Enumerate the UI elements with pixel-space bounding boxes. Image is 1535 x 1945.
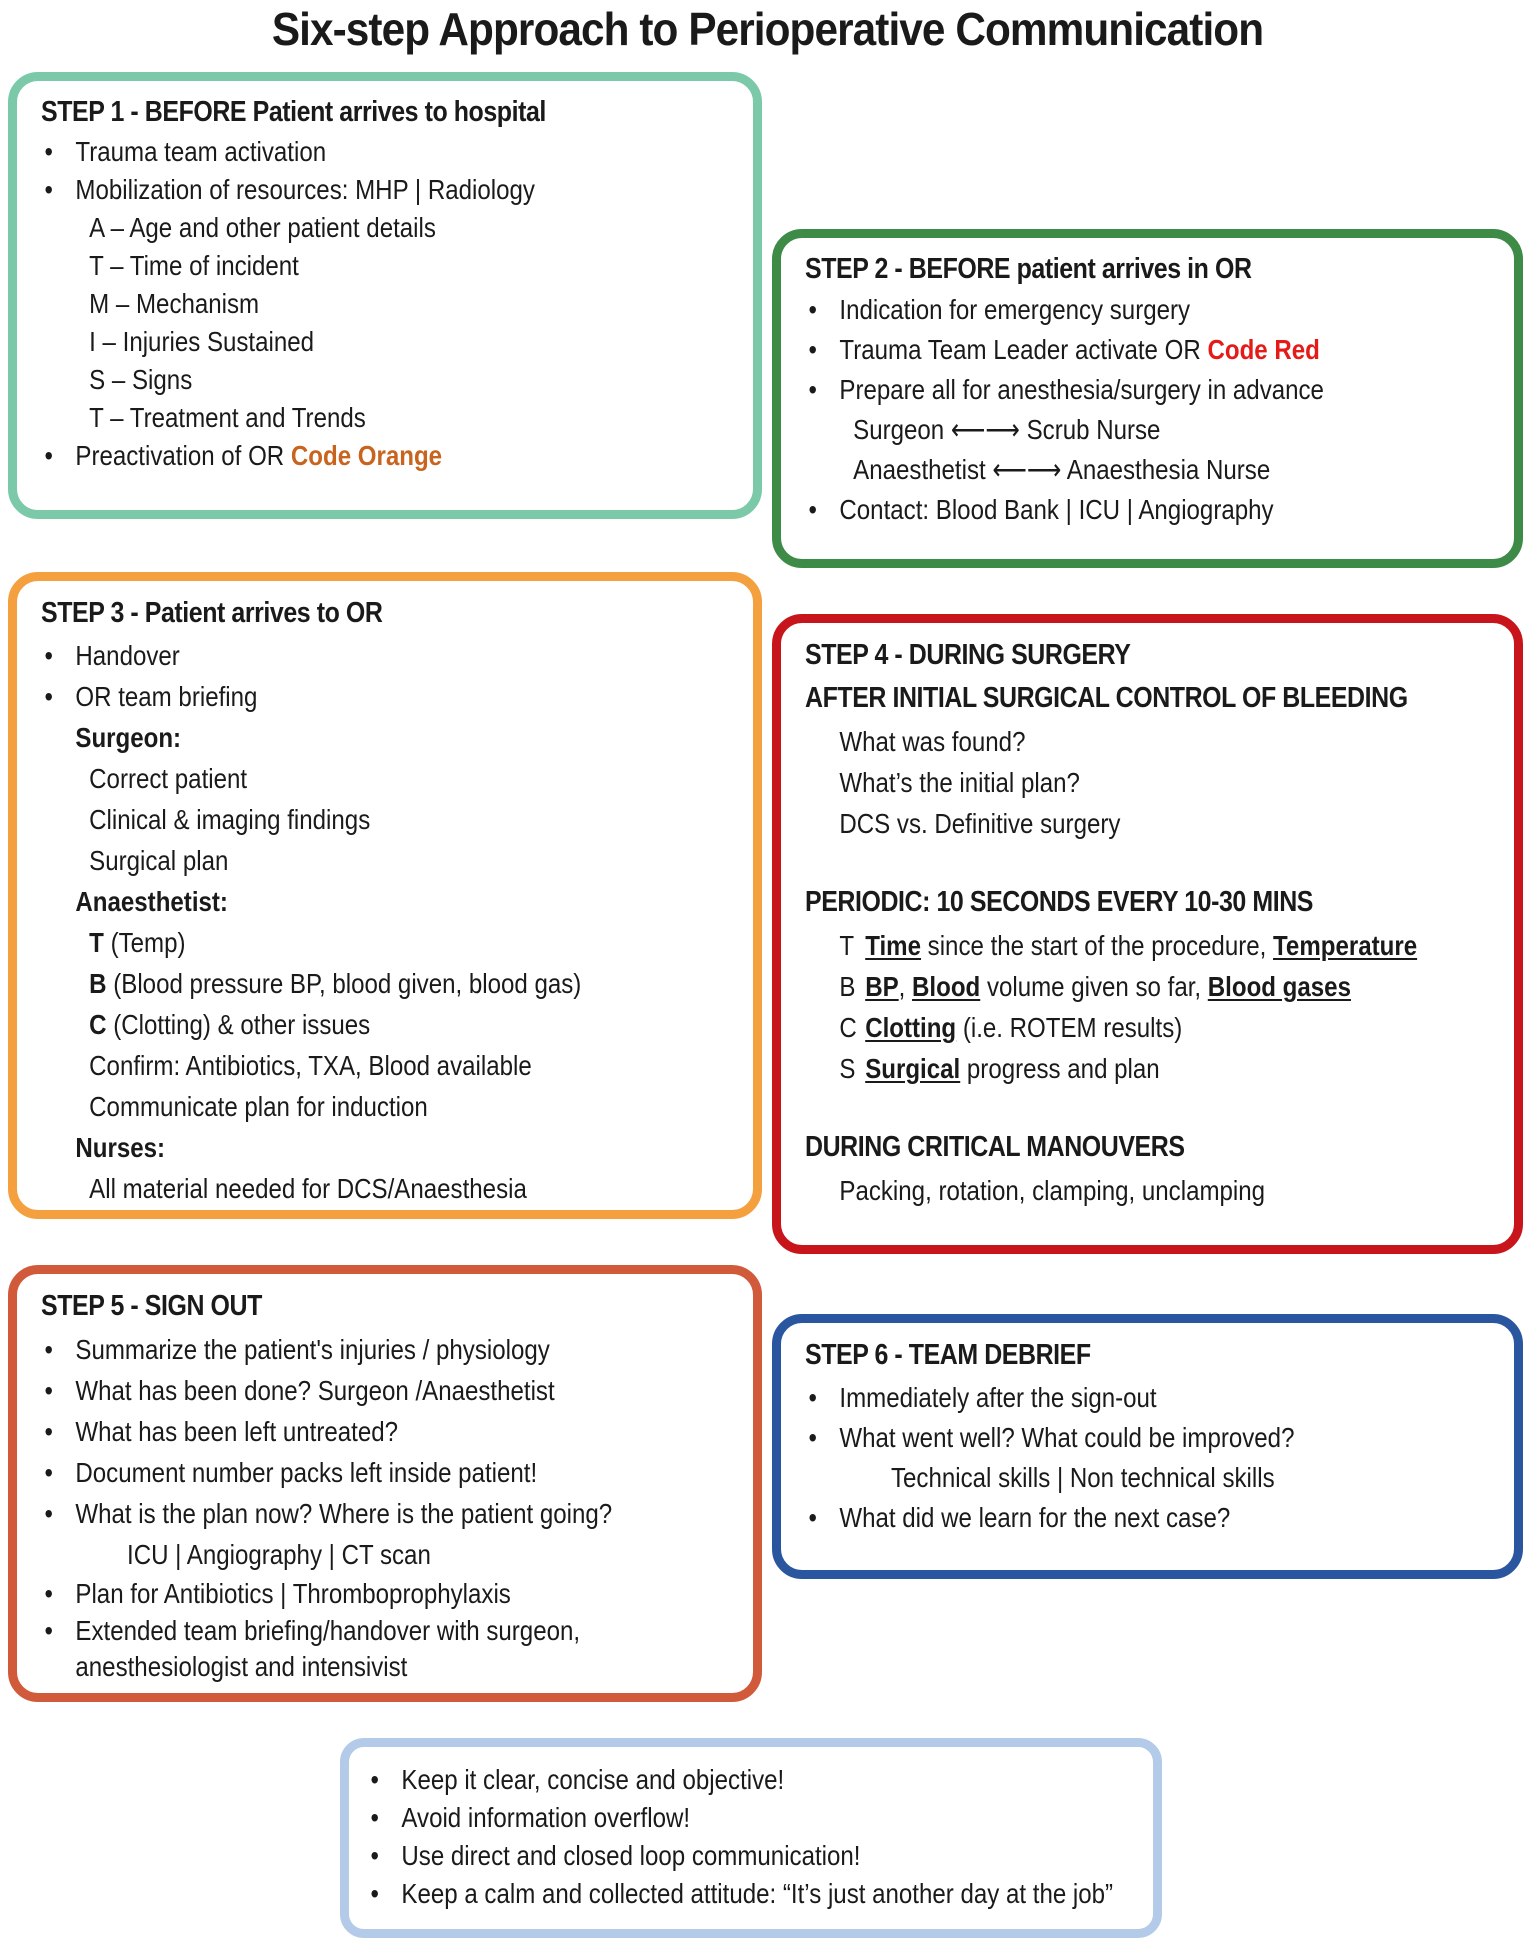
step3-surgeon-label: Surgeon: [75,722,182,753]
step3-anaes-clotting: C (Clotting) & other issues [89,1009,371,1040]
atmist-i: I – Injuries Sustained [89,326,315,357]
step6-heading: STEP 6 - TEAM DEBRIEF [805,1339,1091,1371]
code-red: Code Red [1207,334,1320,365]
tips-box [340,1738,1162,1938]
atmist-t2: T – Treatment and Trends [89,402,366,433]
step4-periodic-t: T Time since the start of the procedure, Temperature [839,930,1418,961]
step3-box [8,572,762,1219]
step2-bullet-2: • Trauma Team Leader activate OR Code Red [805,330,1493,370]
step6-bullet-3: • What did we learn for the next case? [805,1498,1493,1538]
step3-bullet-1: • Handover [41,635,729,676]
step5-bullet-1: • Summarize the patient's injuries / physiology [41,1329,729,1370]
step4-q2: What’s the initial plan? [839,767,1080,798]
step2-bullet-1: • Indication for emergency surgery [805,290,1493,330]
step3-confirm: Confirm: Antibiotics, TXA, Blood available [89,1050,532,1081]
step5-bullet-7: • Extended team briefing/handover with surgeon, anesthesiologist and intensivist [41,1613,729,1685]
step6-bullet-1: • Immediately after the sign-out [805,1378,1493,1418]
step2-box [772,229,1523,568]
step4-heading: STEP 4 - DURING SURGERY [805,639,1131,671]
step3-heading: STEP 3 - Patient arrives to OR [41,597,383,629]
step6-box [772,1314,1523,1579]
tip-3: • Use direct and closed loop communication! [367,1837,1141,1875]
tip-4: • Keep a calm and collected attitude: “It’s just another day at the job” [367,1875,1141,1913]
step5-box [8,1265,762,1702]
step4-periodic-s: S Surgical progress and plan [839,1053,1160,1084]
step5-destinations: ICU | Angiography | CT scan [127,1539,431,1570]
step5-bullet-2: • What has been done? Surgeon /Anaesthetist [41,1370,729,1411]
step3-anaesthetist-label: Anaesthetist: [75,886,228,917]
step4-sub-critical: DURING CRITICAL MANOUVERS [805,1131,1185,1163]
step1-bullet-2: • Mobilization of resources: MHP | Radiology [41,171,729,209]
step1-box [8,72,762,519]
step3-surgeon-item-3: Surgical plan [89,845,229,876]
step4-box [772,614,1523,1254]
step3-nurses-label: Nurses: [75,1132,166,1163]
step4-sub-after-control: AFTER INITIAL SURGICAL CONTROL OF BLEEDING [805,682,1408,714]
step5-bullet-6: • Plan for Antibiotics | Thromboprophylaxis [41,1575,729,1613]
step3-surgeon-item-1: Correct patient [89,763,248,794]
step5-bullet-4: • Document number packs left inside patient! [41,1452,729,1493]
step3-anaes-blood: B (Blood pressure BP, blood given, blood gas) [89,968,582,999]
step3-surgeon-item-2: Clinical & imaging findings [89,804,371,835]
step2-pair-anaesthetist: Anaesthetist ⟵⟶ Anaesthesia Nurse [853,454,1271,485]
tip-2: • Avoid information overflow! [367,1799,1141,1837]
atmist-s: S – Signs [89,364,193,395]
step2-heading: STEP 2 - BEFORE patient arrives in OR [805,253,1252,285]
step5-heading: STEP 5 - SIGN OUT [41,1290,262,1322]
step3-anaes-temp: T (Temp) [89,927,186,958]
code-orange: Code Orange [290,440,443,471]
step3-bullet-2: • OR team briefing [41,676,729,717]
step6-skills: Technical skills | Non technical skills [891,1462,1275,1493]
step5-bullet-5: • What is the plan now? Where is the patient going? [41,1493,729,1534]
step3-nurses-item: All material needed for DCS/Anaesthesia [89,1173,527,1204]
step4-q1: What was found? [839,726,1026,757]
atmist-a: A – Age and other patient details [89,212,436,243]
step4-sub-periodic: PERIODIC: 10 SECONDS EVERY 10-30 MINS [805,886,1313,918]
step5-bullet-3: • What has been left untreated? [41,1411,729,1452]
step4-manouvers: Packing, rotation, clamping, unclamping [839,1175,1266,1206]
step6-bullet-2: • What went well? What could be improved? [805,1418,1493,1458]
step4-periodic-b: B BP, Blood volume given so far, Blood gases [839,971,1351,1002]
tip-1: • Keep it clear, concise and objective! [367,1761,1141,1799]
step2-pair-surgeon: Surgeon ⟵⟶ Scrub Nurse [853,414,1161,445]
step2-bullet-3: • Prepare all for anesthesia/surgery in advance [805,370,1493,410]
step4-q3: DCS vs. Definitive surgery [839,808,1121,839]
step1-heading: STEP 1 - BEFORE Patient arrives to hospital [41,96,546,128]
step3-communicate: Communicate plan for induction [89,1091,428,1122]
step2-bullet-4: • Contact: Blood Bank | ICU | Angiography [805,490,1493,530]
atmist-m: M – Mechanism [89,288,260,319]
step4-periodic-c: C Clotting (i.e. ROTEM results) [839,1012,1183,1043]
page-title: Six-step Approach to Perioperative Communication [271,3,1264,55]
step1-bullet-1: • Trauma team activation [41,133,729,171]
atmist-t: T – Time of incident [89,250,299,281]
step1-bullet-3: • Preactivation of OR Code Orange [41,437,729,475]
